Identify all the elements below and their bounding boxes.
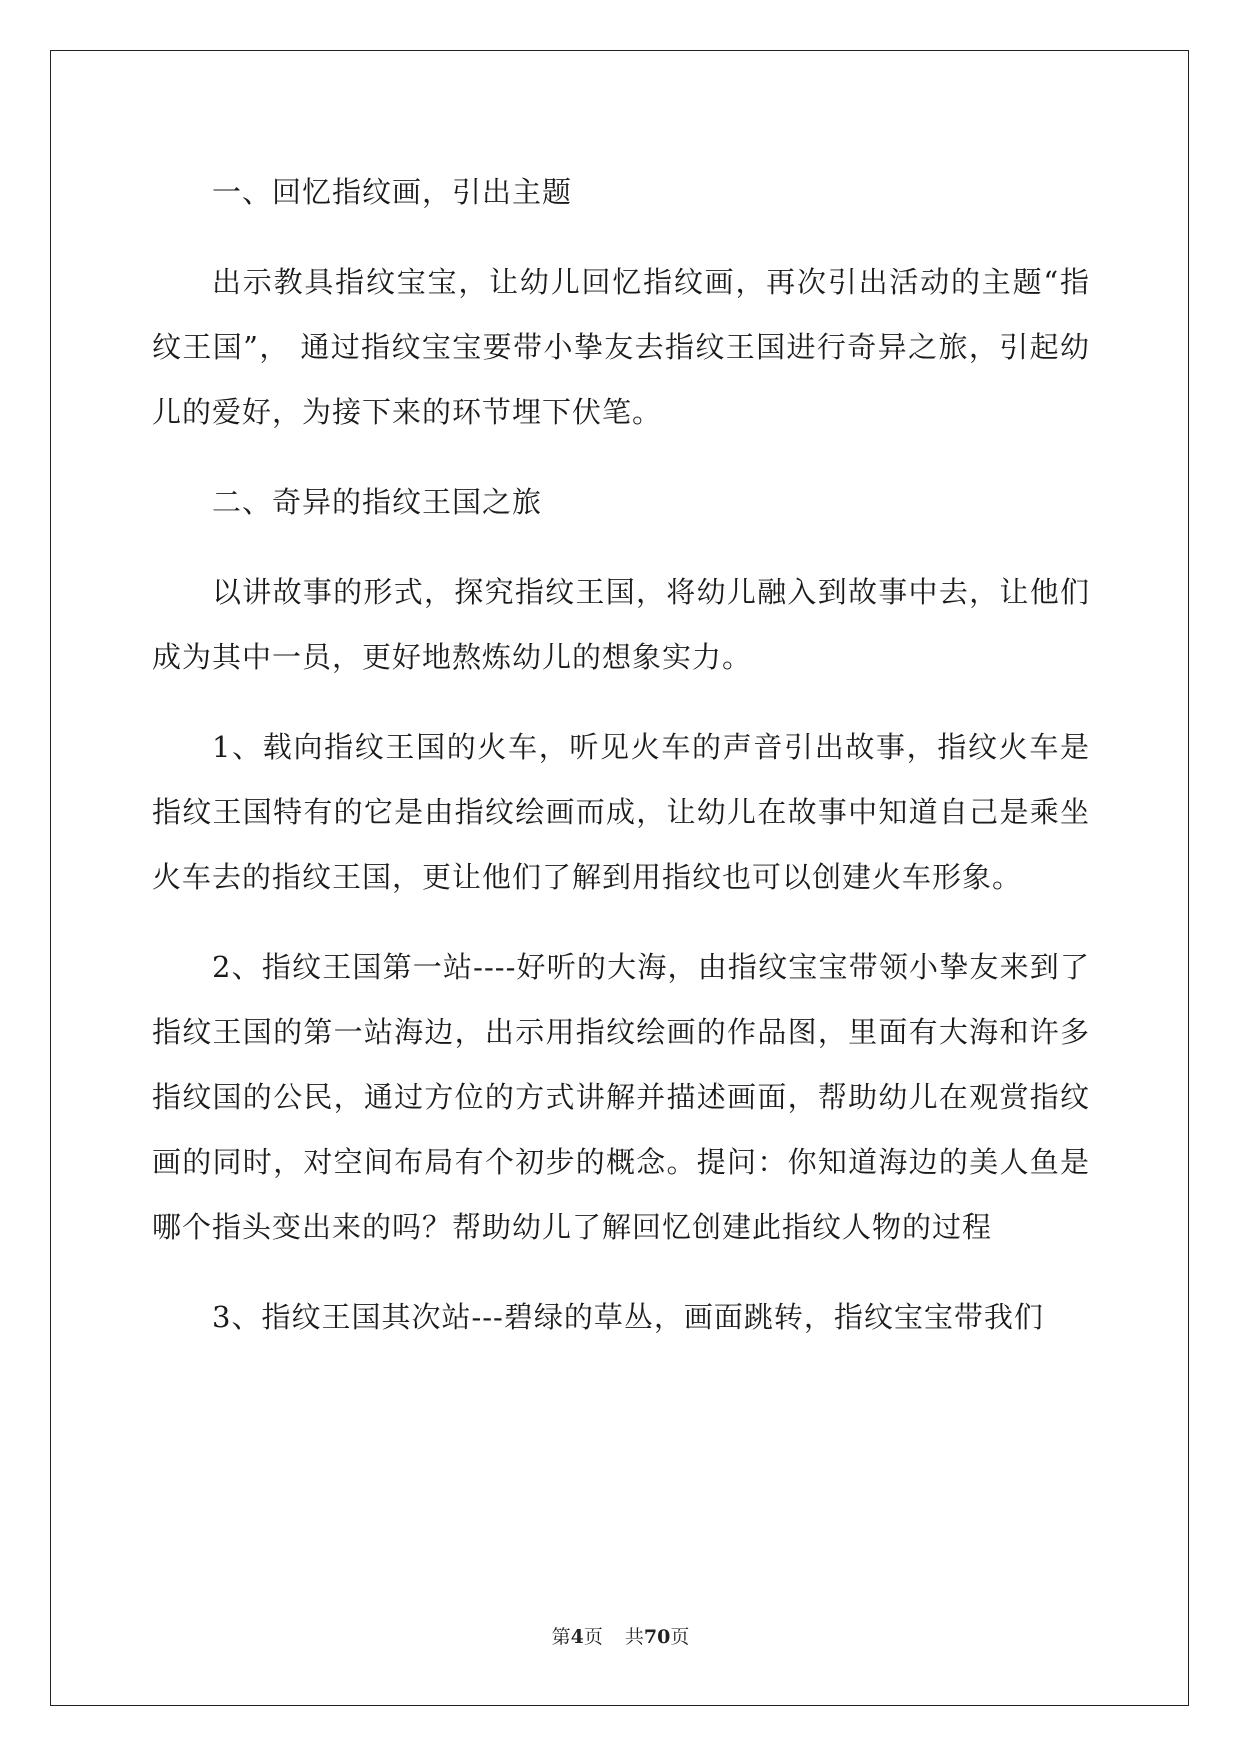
document-body [152, 160, 1090, 1375]
paragraph: 出示教具指纹宝宝，让幼儿回忆指纹画，再次引出活动的主题“指纹王国”， 通过指纹宝宝要带小挚友去指纹王国进行奇异之旅，引起幼儿的爱好，为接下来的环节埋下伏笔。 [152, 265, 1090, 429]
heading-section-2: 二、奇异的指纹王国之旅 [212, 485, 543, 519]
total-pages: 70 [643, 1626, 671, 1648]
page-footer [0, 1622, 1241, 1649]
page-prefix: 第 [551, 1626, 571, 1648]
paragraph: 以讲故事的形式，探究指纹王国，将幼儿融入到故事中去，让他们成为其中一员，更好地熬炼幼儿的想象实力。 [152, 575, 1090, 674]
list-item-2: 2、指纹王国第一站----好听的大海，由指纹宝宝带领小挚友来到了指纹王国的第一站海边，出示用指纹绘画的作品图，里面有大海和许多指纹国的公民，通过方位的方式讲解并描述画面，帮助幼儿在观赏指纹画的同时，对空间布局有个初步的概念。提问：你知道海边的美人鱼是哪个指头变出来的吗？帮助幼儿了解回忆创建此指纹人物的过程 [152, 950, 1090, 1244]
page-number: 4 [570, 1626, 584, 1648]
list-item-1: 1、载向指纹王国的火车，听见火车的声音引出故事，指纹火车是指纹王国特有的它是由指纹绘画而成，让幼儿在故事中知道自己是乘坐火车去的指纹王国，更让他们了解到用指纹也可以创建火车形象。 [152, 730, 1090, 894]
list-item-3: 3、指纹王国其次站---碧绿的草丛，画面跳转，指纹宝宝带我们 [212, 1300, 1044, 1334]
total-prefix: 共 [624, 1626, 644, 1648]
total-suffix: 页 [670, 1626, 690, 1648]
heading-section-1: 一、回忆指纹画，引出主题 [212, 175, 573, 209]
page-suffix: 页 [583, 1626, 603, 1648]
